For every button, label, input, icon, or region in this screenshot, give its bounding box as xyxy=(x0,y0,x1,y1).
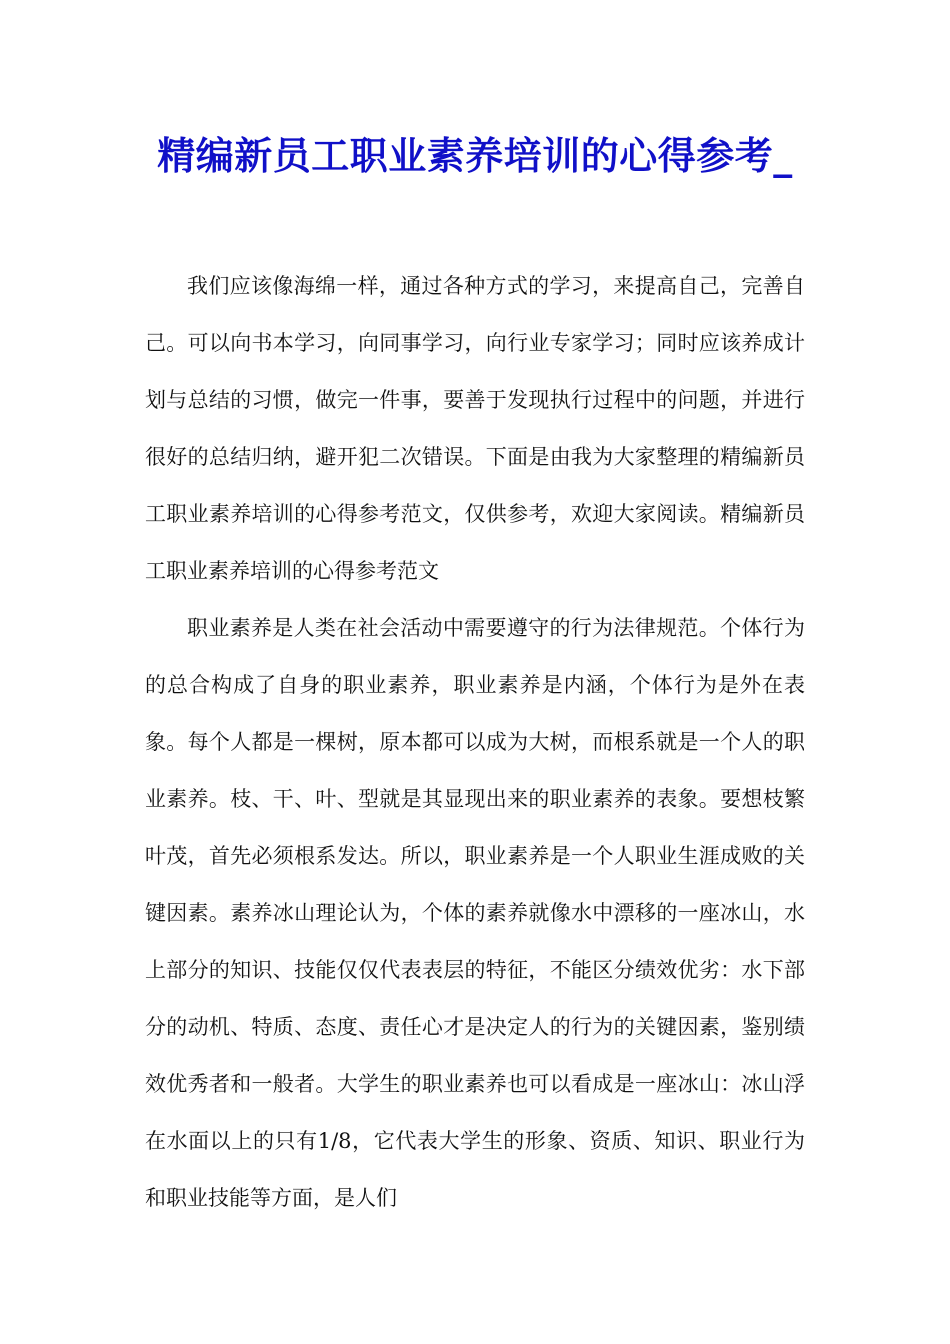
document-body xyxy=(145,258,805,1227)
paragraph-professional-quality: 职业素养是人类在社会活动中需要遵守的行为法律规范。个体行为的总合构成了自身的职业素养，职业素养是内涵，个体行为是外在表象。每个人都是一棵树，原本都可以成为大树，而根系就是一个人的职业素养。枝、干、叶、型就是其显现出来的职业素养的表象。要想枝繁叶茂，首先必须根系发达。所以，职业素养是一个人职业生涯成败的关键因素。素养冰山理论认为，个体的素养就像水中漂移的一座冰山，水上部分的知识、技能仅仅代表表层的特征，不能区分绩效优劣：水下部分的动机、特质、态度、责任心才是决定人的行为的关键因素，鉴别绩效优秀者和一般者。大学生的职业素养也可以看成是一座冰山：冰山浮在水面以上的只有1/8，它代表大学生的形象、资质、知识、职业行为和职业技能等方面，是人们 xyxy=(145,616,805,1210)
document-title: 精编新员工职业素养培训的心得参考_ xyxy=(157,133,793,178)
paragraph-intro: 我们应该像海绵一样，通过各种方式的学习，来提高自己，完善自己。可以向书本学习，向同事学习，向行业专家学习；同时应该养成计划与总结的习惯，做完一件事，要善于发现执行过程中的问题，并进行很好的总结归纳，避开犯二次错误。下面是由我为大家整理的精编新员工职业素养培训的心得参考范文，仅供参考，欢迎大家阅读。精编新员工职业素养培训的心得参考范文 xyxy=(145,274,805,583)
